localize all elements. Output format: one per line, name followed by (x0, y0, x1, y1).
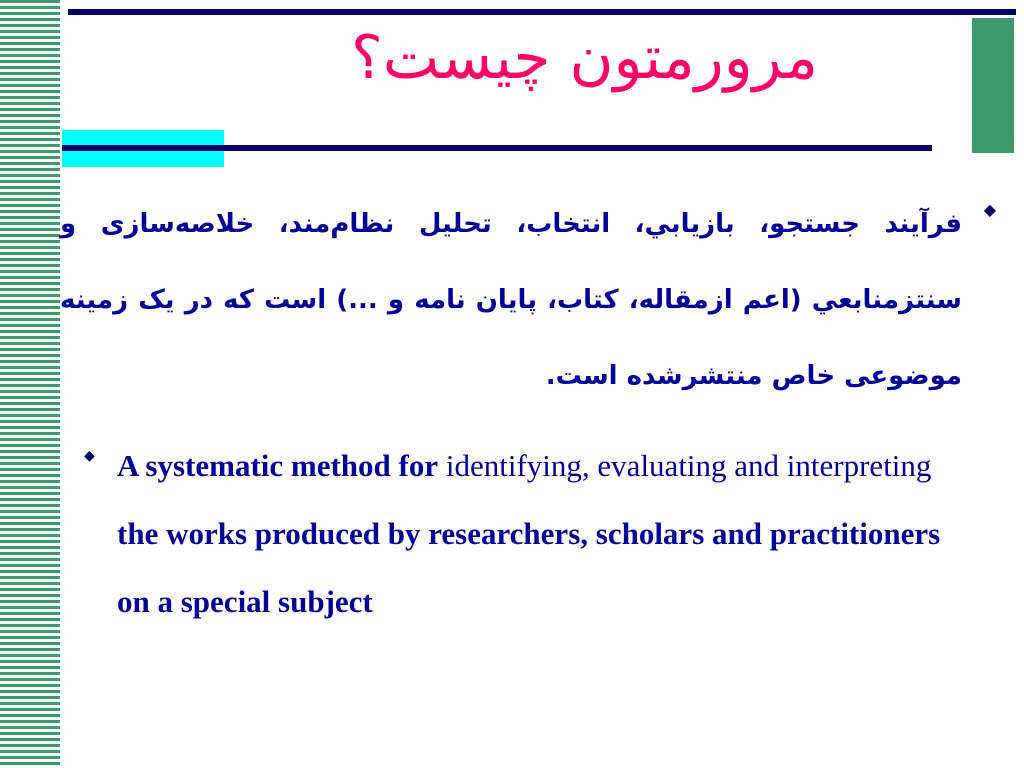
bullet-item-english (80, 432, 980, 636)
top-rule (68, 9, 1016, 15)
slide-title: مرورمتون چیست؟ (350, 23, 818, 93)
bullet-text-english-part3: the works produced by researchers, scholars and practitioners on a special subject (117, 516, 941, 619)
bullet-text-english-part2: identifying, evaluating and interpreting (438, 448, 932, 483)
bullet-text-english-part1: A systematic method for (117, 448, 439, 483)
title-rule (62, 145, 932, 151)
bullet-text-persian: فرآيند جستجو، بازيابي، انتخاب، تحليل نظام‌مند، خلاصه‌سازی و سنتزمنابعي (اعم ازمقاله، کتاب، پايان نامه و ...) است که در یک زمینه موضوعی خاص منتشرشده است. (60, 209, 962, 391)
diamond-bullet-icon: ◆ (84, 448, 95, 464)
accent-green-block (972, 18, 1014, 153)
bullet-item-persian (60, 186, 1000, 414)
decorative-stripes (0, 0, 60, 768)
diamond-bullet-icon: ◆ (983, 200, 996, 219)
bullet-text-english (117, 432, 980, 636)
